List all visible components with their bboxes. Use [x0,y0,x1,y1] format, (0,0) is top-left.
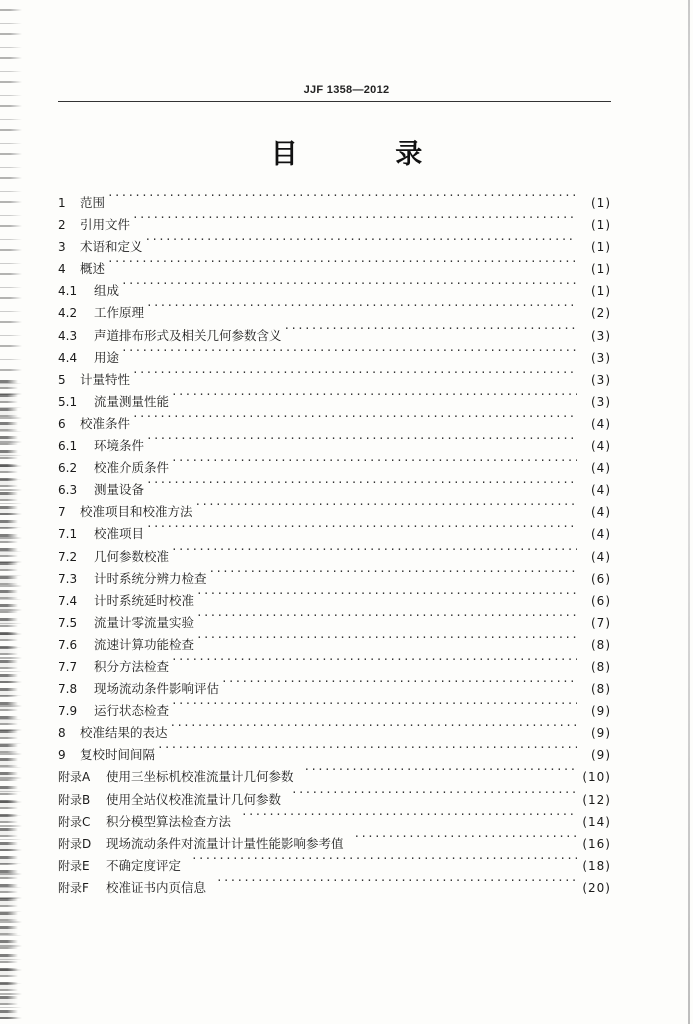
toc-entry-page: (3) [591,394,611,409]
toc-entry-number: 7.6 [58,637,78,652]
toc-entry-page: (4) [591,527,611,542]
toc-entry-title: 运行状态检查 [94,703,170,719]
toc-entry [58,295,611,321]
toc-entry-page: (8) [591,659,611,674]
toc-entry-page: (4) [591,505,611,520]
toc-dot-leader [107,251,577,273]
toc-entry-title: 用途 [94,349,120,365]
toc-dot-leader [146,516,577,538]
header-rule [58,101,611,102]
toc-entry-number: 6.2 [58,461,78,476]
toc-entry-title: 校准条件 [80,415,131,431]
toc-dot-leader [291,782,577,804]
toc-entry-page: (3) [591,372,611,387]
toc-entry-number: 4.2 [58,306,78,321]
toc-entry-page: (4) [591,461,611,476]
toc-entry-title: 校准项目 [94,526,145,542]
toc-dot-leader [171,450,577,472]
toc-dot-leader [191,848,577,870]
toc-entry-number: 7.3 [58,571,78,586]
toc-entry-page: (1) [591,196,611,210]
toc-entry [58,384,611,409]
toc-entry-number: 附录B [58,792,91,807]
toc-entry-number: 7.7 [58,659,78,674]
toc-entry-title: 校准证书内页信息 [106,879,207,895]
toc-entry-number: 附录C [58,814,91,829]
toc-entry-number: 2 [58,218,66,233]
toc-dot-leader [304,759,577,781]
toc-dot-leader [145,229,577,251]
toc-dot-leader [221,671,577,693]
toc-entry-title: 校准介质条件 [94,460,170,476]
toc-entry-page: (3) [591,328,611,343]
toc-entry-page: (4) [591,439,611,454]
toc-entry [58,207,611,233]
toc-entry-title: 复校时间间隔 [80,747,156,763]
toc-dot-leader [195,494,577,516]
toc-dot-leader [354,826,577,848]
toc-entry-number: 4 [58,262,66,277]
toc-entry-title: 术语和定义 [80,239,143,255]
toc-entry-number: 附录D [58,836,92,851]
toc-entry-title: 现场流动条件对流量计计量性能影响参考值 [106,835,344,851]
toc-entry-title: 校准结果的表达 [80,725,168,741]
toc-entry-title: 使用三坐标机校准流量计几何参数 [106,769,294,785]
toc-entry-number: 8 [58,726,66,741]
toc-entry-title: 范围 [80,195,106,210]
toc-entry-page: (4) [591,416,611,431]
toc-entry-title: 工作原理 [94,305,145,321]
toc-entry-title: 环境条件 [94,438,145,454]
toc-entry-title: 组成 [94,283,120,299]
toc-entry-number: 附录A [58,770,91,785]
toc-entry-title: 流量计零流量实验 [94,614,195,630]
toc-entry-number: 7.1 [58,527,78,542]
toc-entry-page: (8) [591,637,611,652]
toc-entry [58,340,611,365]
toc-entry-title: 积分模型算法检查方法 [106,813,232,829]
toc-entry-title: 流速计算功能检查 [94,636,195,652]
toc-entry-title: 计时系统延时校准 [94,592,195,608]
toc-entry [58,273,611,299]
toc-entry [58,428,611,454]
toc-entry-page: (18) [582,858,611,873]
toc-entry-number: 7 [58,505,66,520]
toc-entry [58,362,611,387]
toc-entry-page: (16) [582,836,611,851]
toc-entry-number: 4.3 [58,328,78,343]
toc-entry-page: (9) [591,704,611,719]
toc-entry-number: 7.5 [58,615,78,630]
toc-dot-leader [121,273,577,295]
toc-dot-leader [196,605,577,627]
toc-dot-leader [132,362,577,384]
toc-entry [58,251,611,277]
toc-entry-page: (1) [591,240,611,255]
toc-dot-leader [196,627,577,649]
toc-entry-number: 7.9 [58,704,78,719]
toc-entry-page: (20) [582,880,611,895]
toc-dot-leader [146,472,577,494]
toc-dot-leader [171,539,577,561]
document-code-header: JJF 1358—2012 [303,84,390,96]
toc-entry-page: (9) [591,748,611,763]
toc-entry-title: 计量特性 [80,371,131,387]
toc-entry-number: 6 [58,416,66,431]
toc-entry-page: (8) [591,682,611,697]
toc-dot-leader [171,649,577,671]
toc-dot-leader [241,804,577,826]
toc-entry-page: (6) [591,593,611,608]
toc-dot-leader [146,295,577,317]
toc-dot-leader [209,561,577,583]
toc-entry-page: (6) [591,571,611,586]
toc-dot-leader [171,384,577,406]
toc-entry-page: (12) [582,792,611,807]
toc-entry-number: 7.8 [58,682,78,697]
toc-entry-number: 9 [58,748,66,763]
toc-dot-leader [284,318,577,340]
toc-dot-leader [132,207,577,229]
toc-entry-number: 6.3 [58,483,78,498]
toc-entry-number: 3 [58,240,66,255]
toc-entry-title: 使用全站仪校准流量计几何参数 [106,791,282,807]
toc-entry-title: 计时系统分辨力检查 [94,570,207,586]
toc-entry-page: (1) [591,284,611,299]
toc-entry-number: 6.1 [58,439,78,454]
toc-entry-number: 7.2 [58,549,78,564]
page-title: 目 录 [270,139,467,170]
toc-entry-page: (4) [591,549,611,564]
toc-entry-page: (4) [591,483,611,498]
toc-entry-page: (3) [591,350,611,365]
toc-dot-leader [216,870,577,892]
toc-entry-title: 引用文件 [80,217,131,233]
toc-entry-title: 校准项目和校准方法 [80,504,193,520]
toc-entry-title: 测量设备 [94,482,145,498]
toc-entry-title: 不确定度评定 [106,857,182,873]
toc-dot-leader [196,583,577,605]
toc-entry [58,229,611,255]
toc-dot-leader [121,340,577,362]
toc-dot-leader [170,715,577,737]
toc-dot-leader [146,428,577,450]
toc-entry-page: (1) [591,218,611,233]
toc-entry [58,406,611,431]
toc-entry-title: 概述 [80,261,106,277]
toc-entry-page: (14) [582,814,611,829]
toc-entry-title: 现场流动条件影响评估 [94,681,220,697]
toc-entry-page: (2) [591,306,611,321]
toc-entry-title: 几何参数校准 [94,548,170,564]
toc-entry-number: 4.1 [58,284,78,299]
table-of-contents [58,185,611,895]
toc-entry-number: 4.4 [58,350,78,365]
toc-entry-page: (9) [591,726,611,741]
toc-entry-title: 积分方法检查 [94,658,170,674]
toc-dot-leader [171,693,577,715]
toc-dot-leader [132,406,577,428]
toc-dot-leader [107,185,577,207]
toc-entry-page: (1) [591,262,611,277]
toc-entry-number: 5.1 [58,394,78,409]
toc-entry-number: 7.4 [58,593,78,608]
toc-entry-number: 1 [58,196,66,210]
toc-entry [58,185,611,210]
toc-entry-page: (10) [582,770,611,785]
toc-entry-title: 声道排布形式及相关几何参数含义 [94,327,282,343]
scan-edge-noise-dark [0,380,18,1024]
toc-dot-leader [157,737,577,759]
toc-entry-page: (7) [591,615,611,630]
toc-entry-number: 附录E [58,858,90,873]
toc-entry-title: 流量测量性能 [94,393,170,409]
toc-entry-number: 附录F [58,880,89,895]
toc-entry-number: 5 [58,372,66,387]
